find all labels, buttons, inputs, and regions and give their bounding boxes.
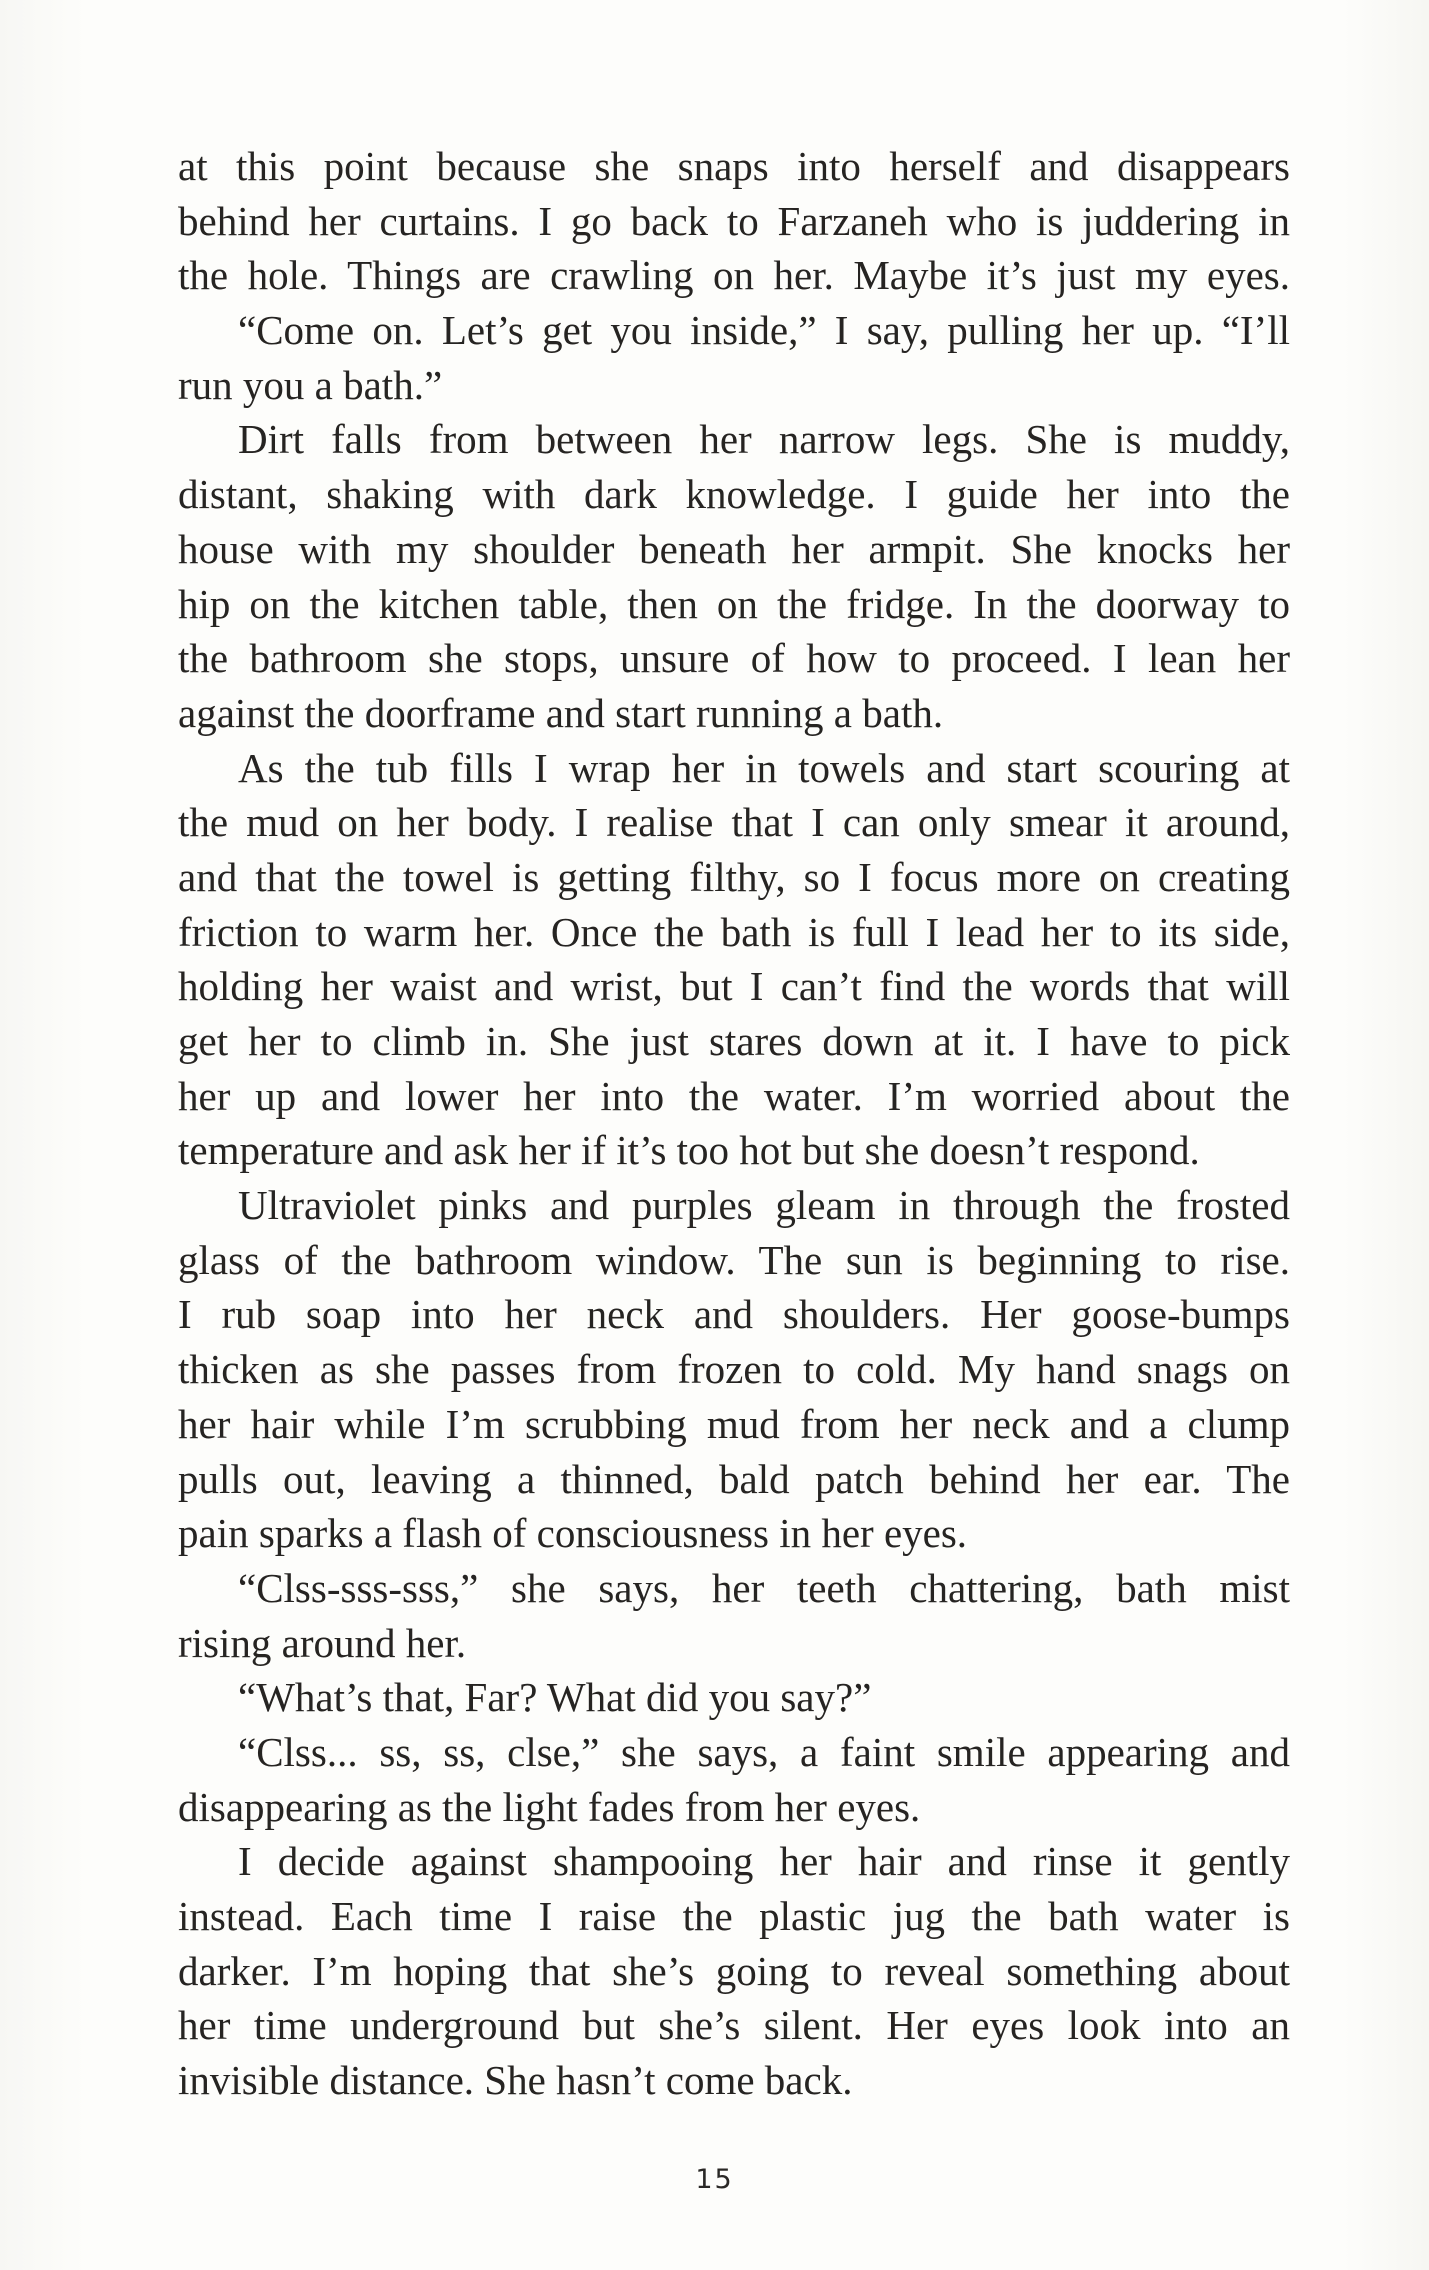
text-line: the mud on her body. I realise that I can only smear it around, (178, 799, 1290, 846)
text-line: thicken as she passes from frozen to cold. My hand snags on (178, 1346, 1290, 1393)
text-line: I rub soap into her neck and shoulders. Her goose-bumps (178, 1291, 1290, 1338)
paragraph-single-line: “What’s that, Far? What did you say?” (238, 1674, 872, 1721)
text-line: at this point because she snaps into herself and disappears (178, 143, 1290, 189)
paragraph-end-line: invisible distance. She hasn’t come back. (178, 2057, 853, 2104)
text-line: pulls out, leaving a thinned, bald patch behind her ear. The (178, 1455, 1290, 1502)
text-line: house with my shoulder beneath her armpit. She knocks her (178, 525, 1290, 572)
paragraph-end-line: pain sparks a flash of consciousness in her eyes. (178, 1510, 968, 1557)
paragraph-end-line: disappearing as the light fades from her eyes. (178, 1783, 921, 1830)
text-line: friction to warm her. Once the bath is full I lead her to its side, (178, 908, 1290, 955)
text-line: the bathroom she stops, unsure of how to proceed. I lean her (178, 635, 1290, 682)
paragraph-end-line: rising around her. (178, 1619, 467, 1666)
text-line: hip on the kitchen table, then on the fridge. In the doorway to (178, 580, 1290, 627)
paragraph-end-line: run you a bath.” (178, 361, 443, 408)
paragraph-start-line: I decide against shampooing her hair and rinse it gently (238, 1838, 1290, 1885)
text-line: distant, shaking with dark knowledge. I guide her into the (178, 471, 1290, 518)
text-line: behind her curtains. I go back to Farzaneh who is juddering in (178, 197, 1290, 244)
text-line: her up and lower her into the water. I’m worried about the (178, 1072, 1290, 1119)
text-line: her time underground but she’s silent. Her eyes look into an (178, 2002, 1290, 2049)
paragraph-start-line: “Come on. Let’s get you inside,” I say, pulling her up. “I’ll (238, 307, 1290, 354)
text-line: her hair while I’m scrubbing mud from her neck and a clump (178, 1400, 1290, 1447)
text-line: and that the towel is getting filthy, so I focus more on creating (178, 853, 1290, 900)
paragraph-start-line: As the tub fills I wrap her in towels and start scouring at (238, 744, 1290, 791)
paragraph-start-line: “Clss... ss, ss, clse,” she says, a faint smile appearing and (238, 1728, 1290, 1775)
text-line: get her to climb in. She just stares down at it. I have to pick (178, 1018, 1290, 1064)
paragraph-start-line: Ultraviolet pinks and purples gleam in through the frosted (238, 1182, 1290, 1229)
text-line: instead. Each time I raise the plastic jug the bath water is (178, 1893, 1290, 1939)
text-line: darker. I’m hoping that she’s going to reveal something about (178, 1947, 1290, 1994)
paragraph-start-line: Dirt falls from between her narrow legs. She is muddy, (238, 416, 1290, 463)
body-text (178, 139, 1290, 2108)
paragraph-end-line: against the doorframe and start running a bath. (178, 689, 944, 736)
text-line: the hole. Things are crawling on her. Maybe it’s just my eyes. (178, 252, 1290, 299)
text-line: glass of the bathroom window. The sun is beginning to rise. (178, 1236, 1290, 1283)
page-number: 15 (695, 2164, 734, 2195)
paragraph-end-line: temperature and ask her if it’s too hot but she doesn’t respond. (178, 1127, 1200, 1174)
paragraph-start-line: “Clss-sss-sss,” she says, her teeth chattering, bath mist (238, 1564, 1290, 1611)
text-line: holding her waist and wrist, but I can’t find the words that will (178, 963, 1290, 1010)
